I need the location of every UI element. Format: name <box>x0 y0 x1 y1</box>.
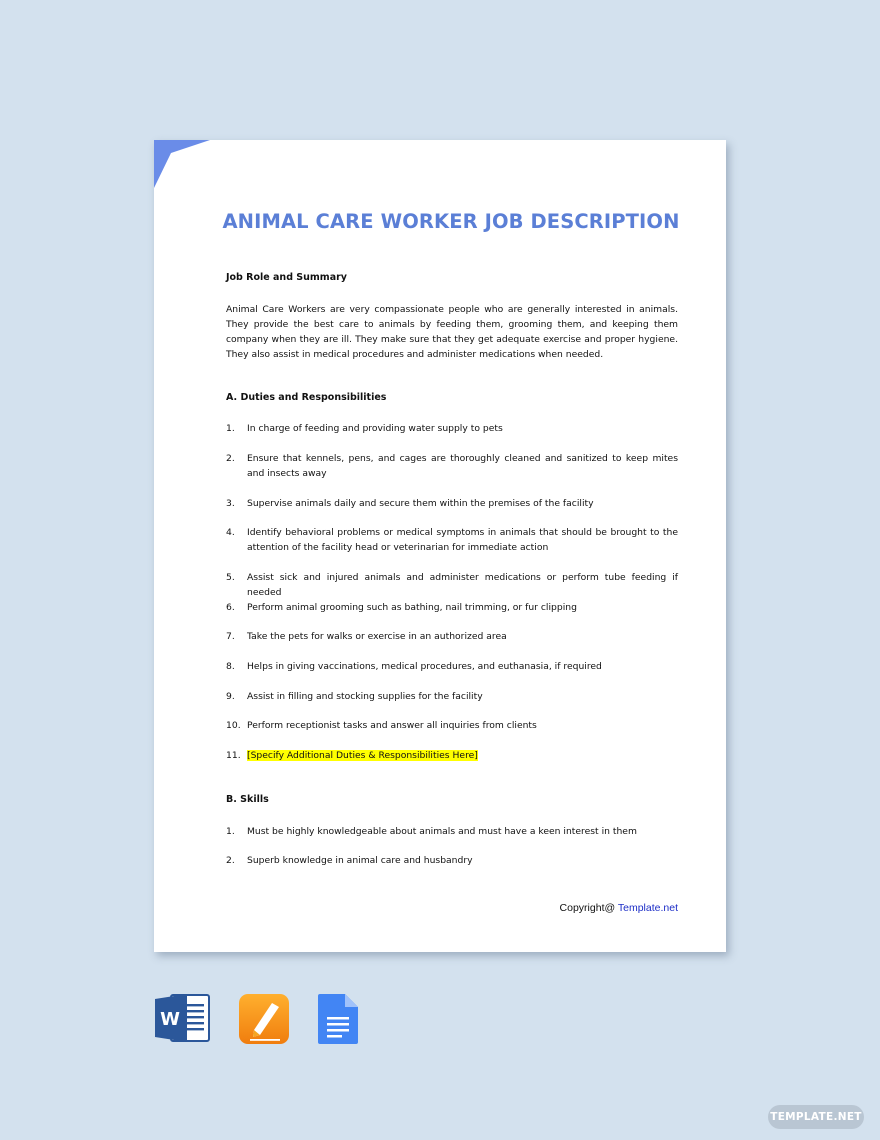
duty-number: 11. <box>226 750 241 761</box>
duty-item <box>226 570 678 600</box>
skill-number: 2. <box>226 855 235 866</box>
duty-number: 5. <box>226 572 235 583</box>
duty-number: 3. <box>226 498 235 509</box>
document-page <box>154 140 726 952</box>
duty-item <box>226 600 678 615</box>
placeholder-highlight: [Specify Additional Duties & Responsibilities Here] <box>247 750 478 761</box>
duty-text: In charge of feeding and providing water supply to pets <box>247 423 503 434</box>
word-letter: W <box>160 1009 180 1030</box>
duty-text: Perform animal grooming such as bathing, nail trimming, or fur clipping <box>247 602 577 613</box>
duty-item <box>226 421 678 436</box>
duty-number: 4. <box>226 527 235 538</box>
summary-paragraph: Animal Care Workers are very compassionate people who are generally interested in animals. They provide the best care to animals by feeding them, grooming them, and keeping them company when they are ill. They make sure that they get adequate exercise and proper hygiene. They also assist in medical procedures and administer medications when needed. <box>226 304 678 360</box>
duty-text: Perform receptionist tasks and answer all inquiries from clients <box>247 720 537 731</box>
duty-text: Take the pets for walks or exercise in an authorized area <box>247 631 507 642</box>
skills-heading: B. Skills <box>226 794 269 805</box>
duty-text: Supervise animals daily and secure them within the premises of the facility <box>247 498 594 509</box>
duty-item <box>226 629 678 644</box>
duty-item <box>226 525 678 555</box>
duty-text: Identify behavioral problems or medical symptoms in animals that should be brought to the attention of the facility head or veterinarian for immediate action <box>247 527 678 553</box>
skill-item <box>226 853 678 868</box>
duty-number: 10. <box>226 720 241 731</box>
duty-number: 9. <box>226 691 235 702</box>
template-net-badge[interactable]: TEMPLATE.NET <box>768 1105 864 1129</box>
copyright-link[interactable]: Template.net <box>617 902 678 914</box>
duty-item <box>226 748 678 763</box>
duty-number: 1. <box>226 423 235 434</box>
duty-text: Assist in filling and stocking supplies for the facility <box>247 691 483 702</box>
duty-number: 6. <box>226 602 235 613</box>
copyright-label: Copyright@ <box>559 902 618 914</box>
skill-text: Must be highly knowledgeable about animals and must have a keen interest in them <box>247 826 637 837</box>
skill-item <box>226 824 678 839</box>
duty-number: 2. <box>226 453 235 464</box>
skill-number: 1. <box>226 826 235 837</box>
duties-heading: A. Duties and Responsibilities <box>226 392 387 403</box>
pages-icon[interactable] <box>238 993 290 1045</box>
copyright-line <box>560 902 678 914</box>
duty-item <box>226 689 678 704</box>
duty-item <box>226 496 678 511</box>
duty-text: Helps in giving vaccinations, medical procedures, and euthanasia, if required <box>247 661 602 672</box>
duty-text: Assist sick and injured animals and administer medications or perform tube feeding if needed <box>247 572 678 598</box>
document-title: ANIMAL CARE WORKER JOB DESCRIPTION <box>222 210 680 233</box>
skill-text: Superb knowledge in animal care and husbandry <box>247 855 473 866</box>
duty-number: 7. <box>226 631 235 642</box>
duty-item <box>226 718 678 733</box>
duty-number: 8. <box>226 661 235 672</box>
duty-text: Ensure that kennels, pens, and cages are thoroughly cleaned and sanitized to keep mites and insects away <box>247 453 678 479</box>
corner-decoration <box>154 140 214 190</box>
duty-item <box>226 451 678 481</box>
word-icon[interactable] <box>155 993 211 1043</box>
summary-heading: Job Role and Summary <box>226 272 347 283</box>
google-docs-icon[interactable] <box>317 993 359 1045</box>
duty-item <box>226 659 678 674</box>
